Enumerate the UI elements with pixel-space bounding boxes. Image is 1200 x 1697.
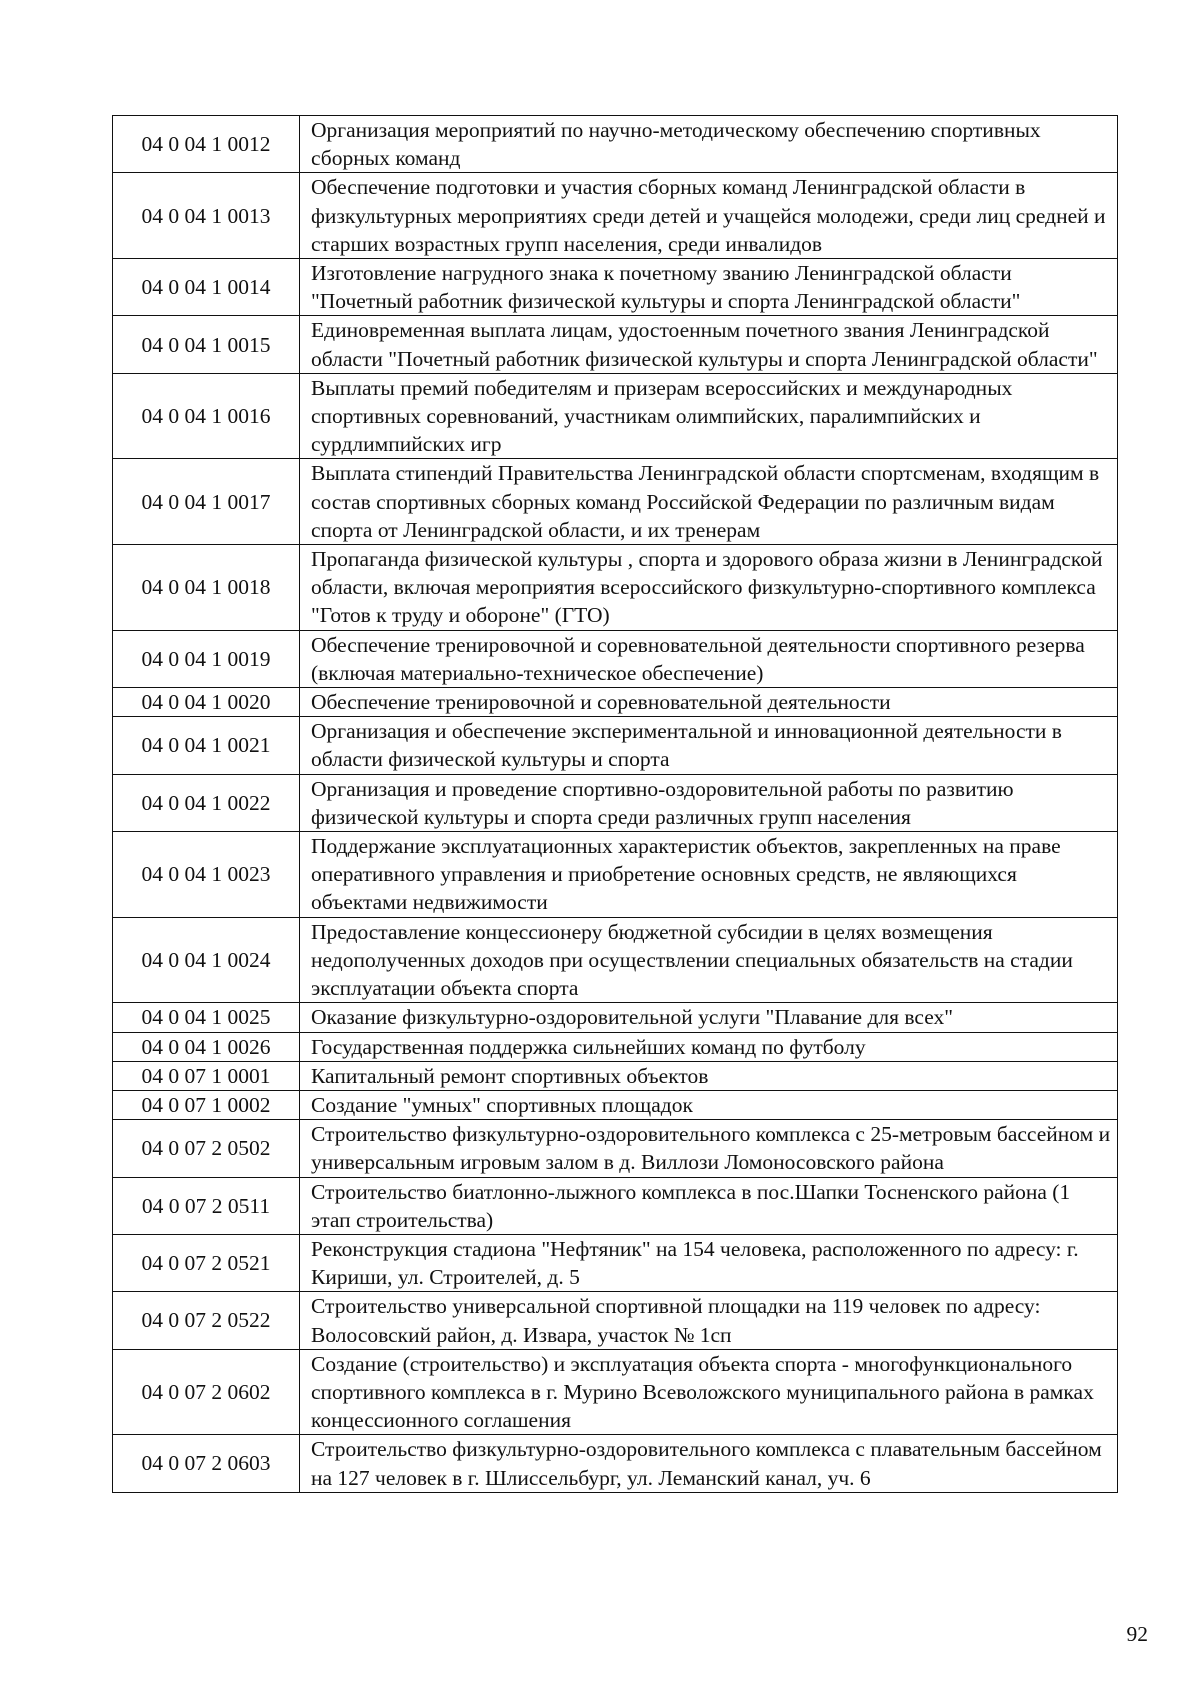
code-cell: 04 0 07 1 0001 <box>113 1061 300 1090</box>
code-cell: 04 0 04 1 0026 <box>113 1032 300 1061</box>
description-cell: Реконструкция стадиона "Нефтяник" на 154 человека, расположенного по адресу: г. Кириши, ул. Строителей, д. 5 <box>300 1234 1118 1291</box>
table-row <box>113 832 1118 918</box>
budget-code-table <box>112 115 1118 1493</box>
description-cell: Предоставление концессионеру бюджетной субсидии в целях возмещения недополученных доходов при осуществлении специальных обязательств на стадии эксплуатации объекта спорта <box>300 917 1118 1003</box>
code-cell: 04 0 04 1 0021 <box>113 717 300 774</box>
table-row <box>113 1292 1118 1349</box>
code-cell: 04 0 04 1 0024 <box>113 917 300 1003</box>
description-cell: Строительство универсальной спортивной площадки на 119 человек по адресу: Волосовский район, д. Извара, участок № 1сп <box>300 1292 1118 1349</box>
table-row <box>113 688 1118 717</box>
code-cell: 04 0 04 1 0019 <box>113 630 300 687</box>
code-cell: 04 0 04 1 0025 <box>113 1003 300 1032</box>
code-cell: 04 0 07 2 0522 <box>113 1292 300 1349</box>
description-cell: Организация мероприятий по научно-методическому обеспечению спортивных сборных команд <box>300 116 1118 173</box>
page-number: 92 <box>1126 1622 1148 1646</box>
code-cell: 04 0 04 1 0013 <box>113 173 300 259</box>
table-row <box>113 1090 1118 1119</box>
code-cell: 04 0 04 1 0022 <box>113 774 300 831</box>
description-cell: Создание (строительство) и эксплуатация объекта спорта - многофункционального спортивного комплекса в г. Мурино Всеволожского муниципального района в рамках концессионного соглашения <box>300 1349 1118 1435</box>
code-cell: 04 0 07 2 0521 <box>113 1234 300 1291</box>
table-row <box>113 774 1118 831</box>
table-row <box>113 1061 1118 1090</box>
description-cell: Поддержание эксплуатационных характеристик объектов, закрепленных на праве оперативного управления и приобретение основных средств, не являющихся объектами недвижимости <box>300 832 1118 918</box>
table-row <box>113 630 1118 687</box>
table-row <box>113 1435 1118 1492</box>
table-row <box>113 1120 1118 1177</box>
code-cell: 04 0 04 1 0012 <box>113 116 300 173</box>
description-cell: Выплаты премий победителям и призерам всероссийских и международных спортивных соревнований, участникам олимпийских, паралимпийских и сурдлимпийских игр <box>300 373 1118 459</box>
description-cell: Изготовление нагрудного знака к почетному званию Ленинградской области "Почетный работник физической культуры и спорта Ленинградской области" <box>300 259 1118 316</box>
table-row <box>113 1003 1118 1032</box>
code-cell: 04 0 04 1 0023 <box>113 832 300 918</box>
description-cell: Строительство физкультурно-оздоровительного комплекса с плавательным бассейном на 127 человек в г. Шлиссельбург, ул. Леманский канал, уч. 6 <box>300 1435 1118 1492</box>
table-row <box>113 373 1118 459</box>
table-row <box>113 917 1118 1003</box>
code-cell: 04 0 04 1 0015 <box>113 316 300 373</box>
table-row <box>113 1234 1118 1291</box>
table-row <box>113 1032 1118 1061</box>
description-cell: Создание "умных" спортивных площадок <box>300 1090 1118 1119</box>
table-row <box>113 459 1118 545</box>
description-cell: Выплата стипендий Правительства Ленинградской области спортсменам, входящим в состав спортивных сборных команд Российской Федерации по различным видам спорта от Ленинградской области, и их тренерам <box>300 459 1118 545</box>
table-row <box>113 173 1118 259</box>
table-row <box>113 1177 1118 1234</box>
table-row <box>113 316 1118 373</box>
table-row <box>113 259 1118 316</box>
description-cell: Оказание физкультурно-оздоровительной услуги "Плавание для всех" <box>300 1003 1118 1032</box>
code-cell: 04 0 07 2 0511 <box>113 1177 300 1234</box>
code-cell: 04 0 04 1 0018 <box>113 545 300 631</box>
table-row <box>113 116 1118 173</box>
description-cell: Организация и проведение спортивно-оздоровительной работы по развитию физической культуры и спорта среди различных групп населения <box>300 774 1118 831</box>
description-cell: Обеспечение тренировочной и соревновательной деятельности <box>300 688 1118 717</box>
description-cell: Организация и обеспечение экспериментальной и инновационной деятельности в области физической культуры и спорта <box>300 717 1118 774</box>
description-cell: Обеспечение подготовки и участия сборных команд Ленинградской области в физкультурных мероприятиях среди детей и учащейся молодежи, среди лиц средней и старших возрастных групп населения, среди инвалидов <box>300 173 1118 259</box>
code-cell: 04 0 07 2 0602 <box>113 1349 300 1435</box>
code-cell: 04 0 04 1 0016 <box>113 373 300 459</box>
table-row <box>113 1349 1118 1435</box>
description-cell: Обеспечение тренировочной и соревновательной деятельности спортивного резерва (включая материально-техническое обеспечение) <box>300 630 1118 687</box>
code-cell: 04 0 07 2 0502 <box>113 1120 300 1177</box>
code-cell: 04 0 04 1 0017 <box>113 459 300 545</box>
code-cell: 04 0 07 2 0603 <box>113 1435 300 1492</box>
description-cell: Государственная поддержка сильнейших команд по футболу <box>300 1032 1118 1061</box>
description-cell: Капитальный ремонт спортивных объектов <box>300 1061 1118 1090</box>
description-cell: Строительство физкультурно-оздоровительного комплекса с 25-метровым бассейном и универсальным игровым залом в д. Виллози Ломоносовского района <box>300 1120 1118 1177</box>
table-row <box>113 717 1118 774</box>
code-cell: 04 0 04 1 0020 <box>113 688 300 717</box>
description-cell: Единовременная выплата лицам, удостоенным почетного звания Ленинградской области "Почетный работник физической культуры и спорта Ленинградской области" <box>300 316 1118 373</box>
table-row <box>113 545 1118 631</box>
description-cell: Строительство биатлонно-лыжного комплекса в пос.Шапки Тосненского района (1 этап строительства) <box>300 1177 1118 1234</box>
table-body <box>113 116 1118 1493</box>
code-cell: 04 0 07 1 0002 <box>113 1090 300 1119</box>
code-cell: 04 0 04 1 0014 <box>113 259 300 316</box>
description-cell: Пропаганда физической культуры , спорта и здорового образа жизни в Ленинградской области, включая мероприятия всероссийского физкультурно-спортивного комплекса "Готов к труду и обороне" (ГТО) <box>300 545 1118 631</box>
